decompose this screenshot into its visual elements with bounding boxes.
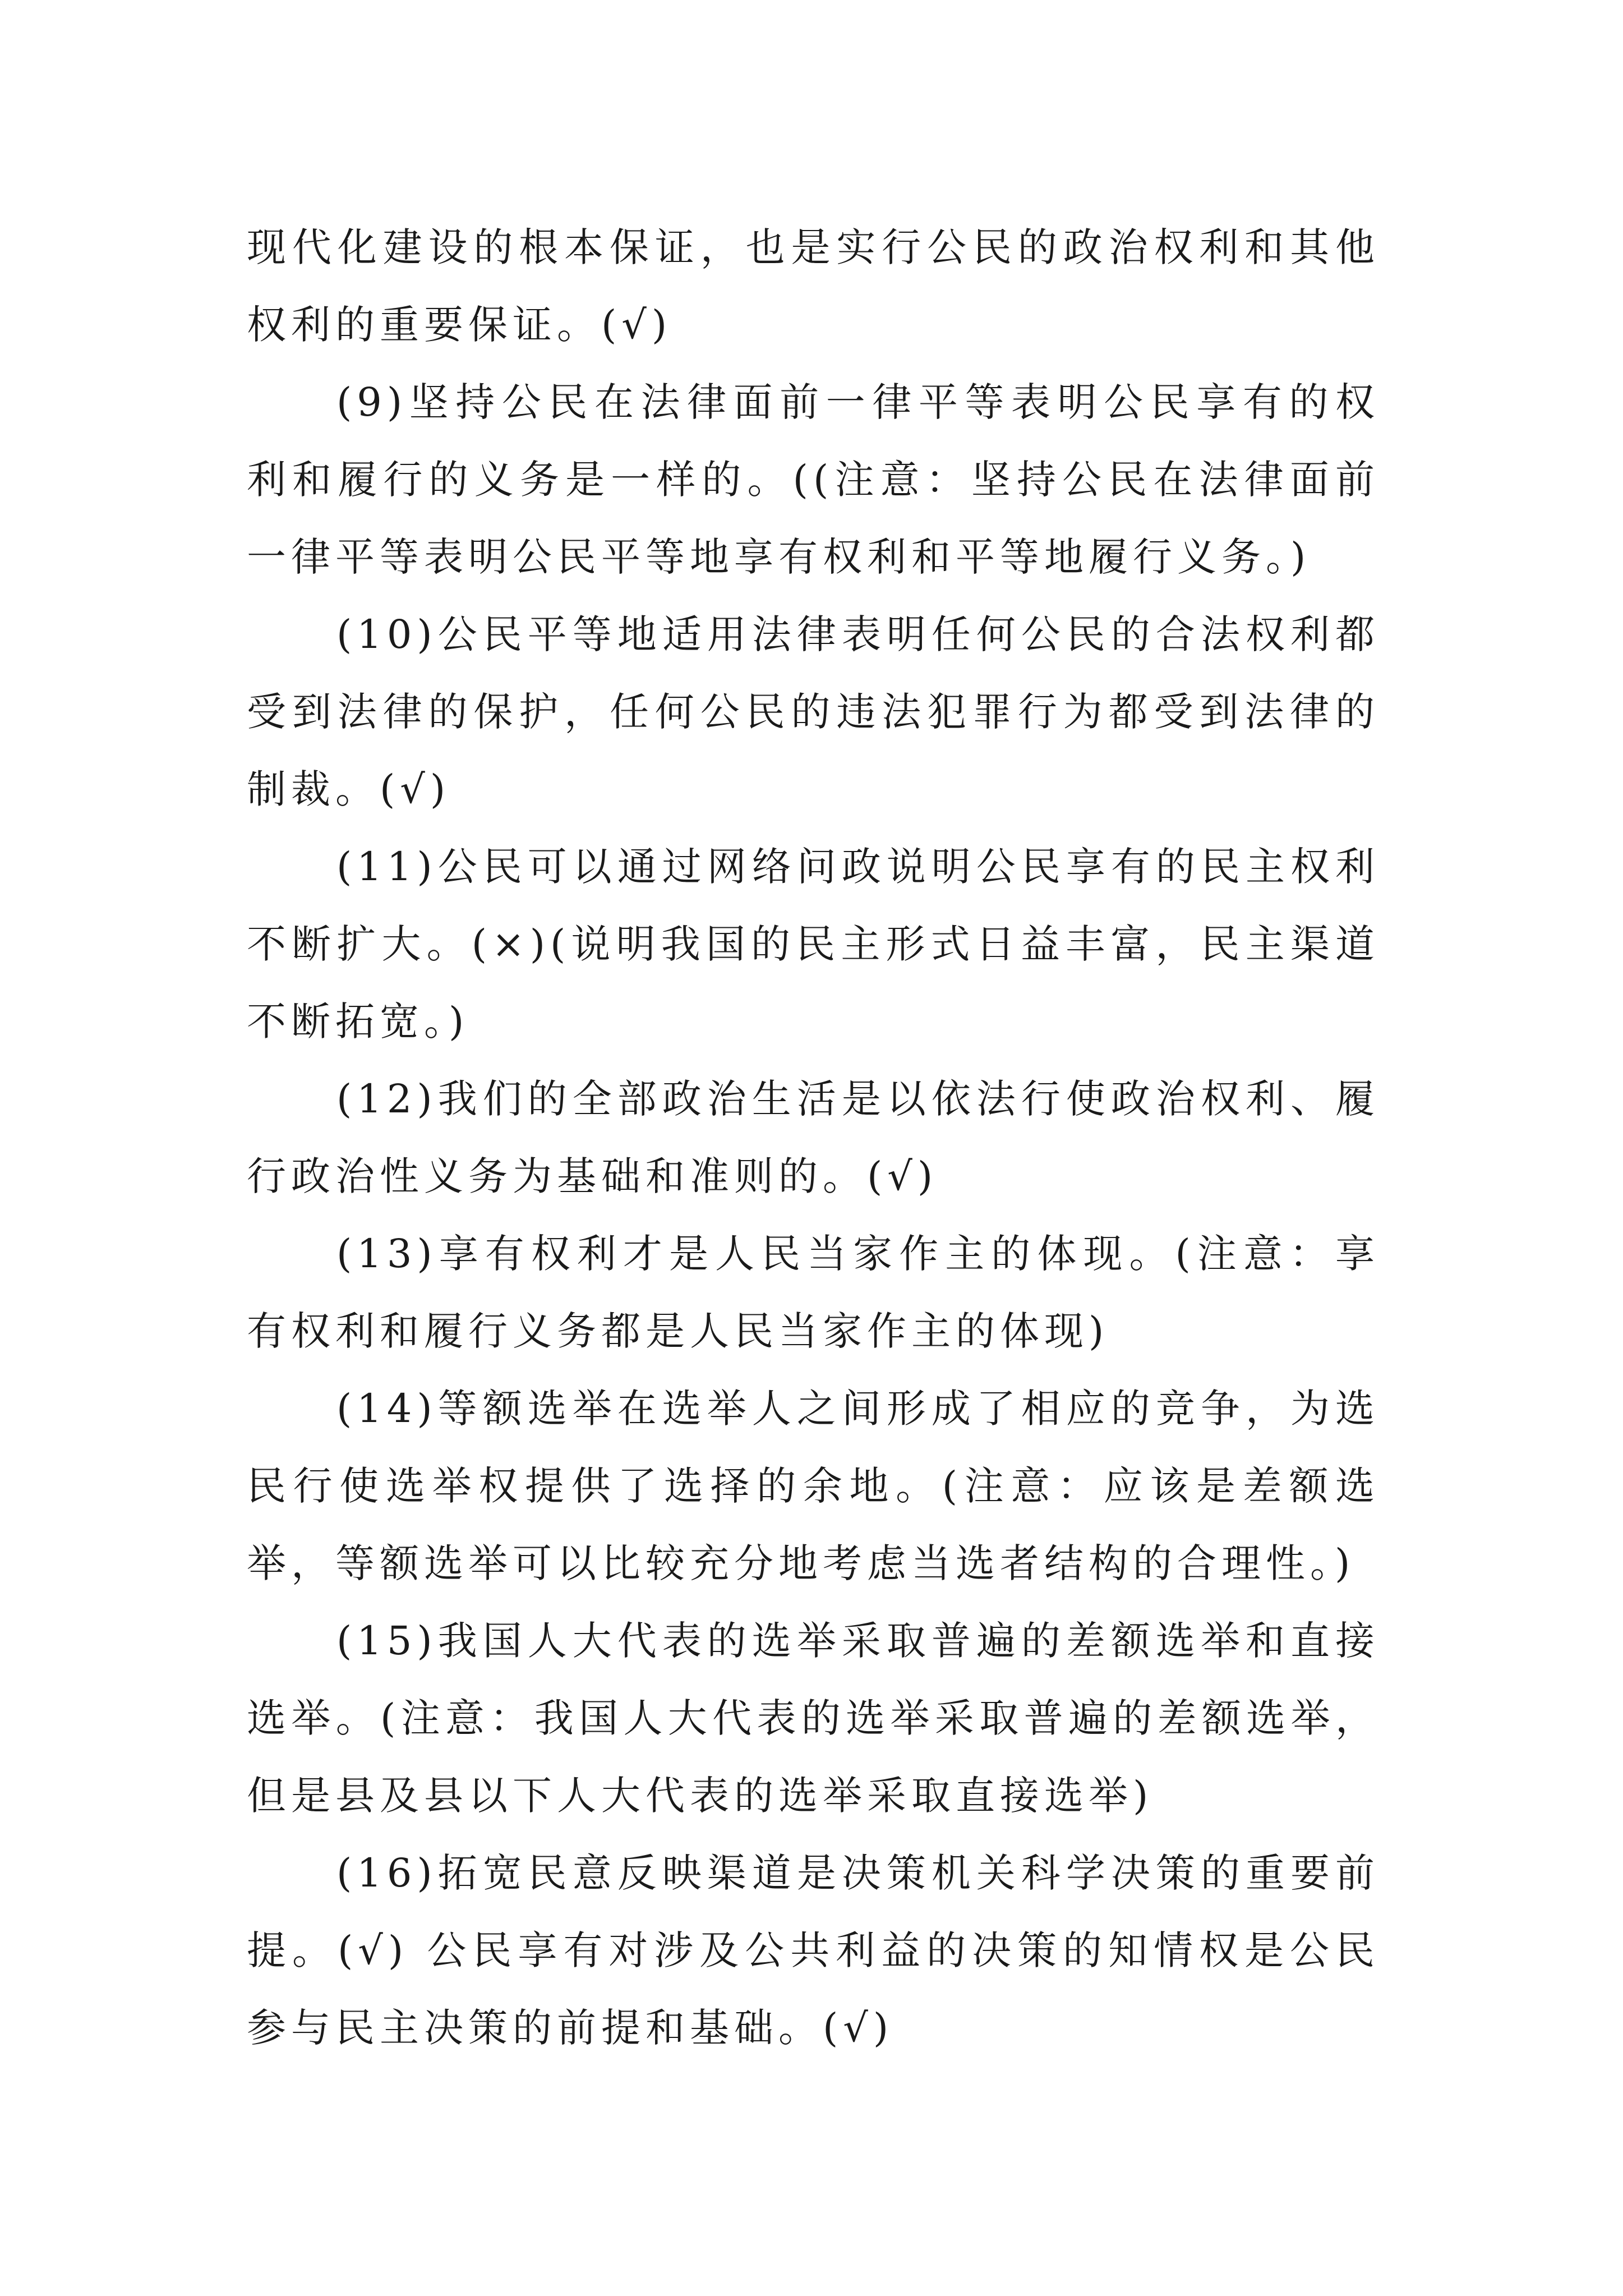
paragraph-item-9: (9)坚持公民在法律面前一律平等表明公民享有的权利和履行的义务是一样的。((注意：坚持公民在法律面前一律平等表明公民平等地享有权利和平等地履行义务。) [247,379,1380,580]
paragraph-item-12: (12)我们的全部政治生活是以依法行使政治权利、履行政治性义务为基础和准则的。(√) [247,1076,1380,1199]
paragraph-item-10: (10)公民平等地适用法律表明任何公民的合法权利都受到法律的保护，任何公民的违法犯罪行为都受到法律的制裁。(√) [247,611,1380,812]
document-body [247,209,1380,2067]
paragraph-item-15: (15)我国人大代表的选举采取普遍的差额选举和直接选举。(注意：我国人大代表的选举采取普遍的差额选举，但是县及县以下人大代表的选举采取直接选举) [247,1618,1380,1819]
paragraph-item-14: (14)等额选举在选举人之间形成了相应的竞争，为选民行使选举权提供了选择的余地。(注意：应该是差额选举，等额选举可以比较充分地考虑当选者结构的合理性。) [247,1386,1380,1586]
paragraph-item-16: (16)拓宽民意反映渠道是决策机关科学决策的重要前提。(√) 公民享有对涉及公共利益的决策的知情权是公民参与民主决策的前提和基础。(√) [247,1850,1380,2051]
paragraph-item-13: (13)享有权利才是人民当家作主的体现。(注意：享有权利和履行义务都是人民当家作主的体现) [247,1231,1380,1354]
paragraph-item-11: (11)公民可以通过网络问政说明公民享有的民主权利不断扩大。(×)(说明我国的民主形式日益丰富，民主渠道不断拓宽。) [247,844,1380,1045]
paragraph-continuation: 现代化建设的根本保证，也是实行公民的政治权利和其他权利的重要保证。(√) [247,224,1380,348]
